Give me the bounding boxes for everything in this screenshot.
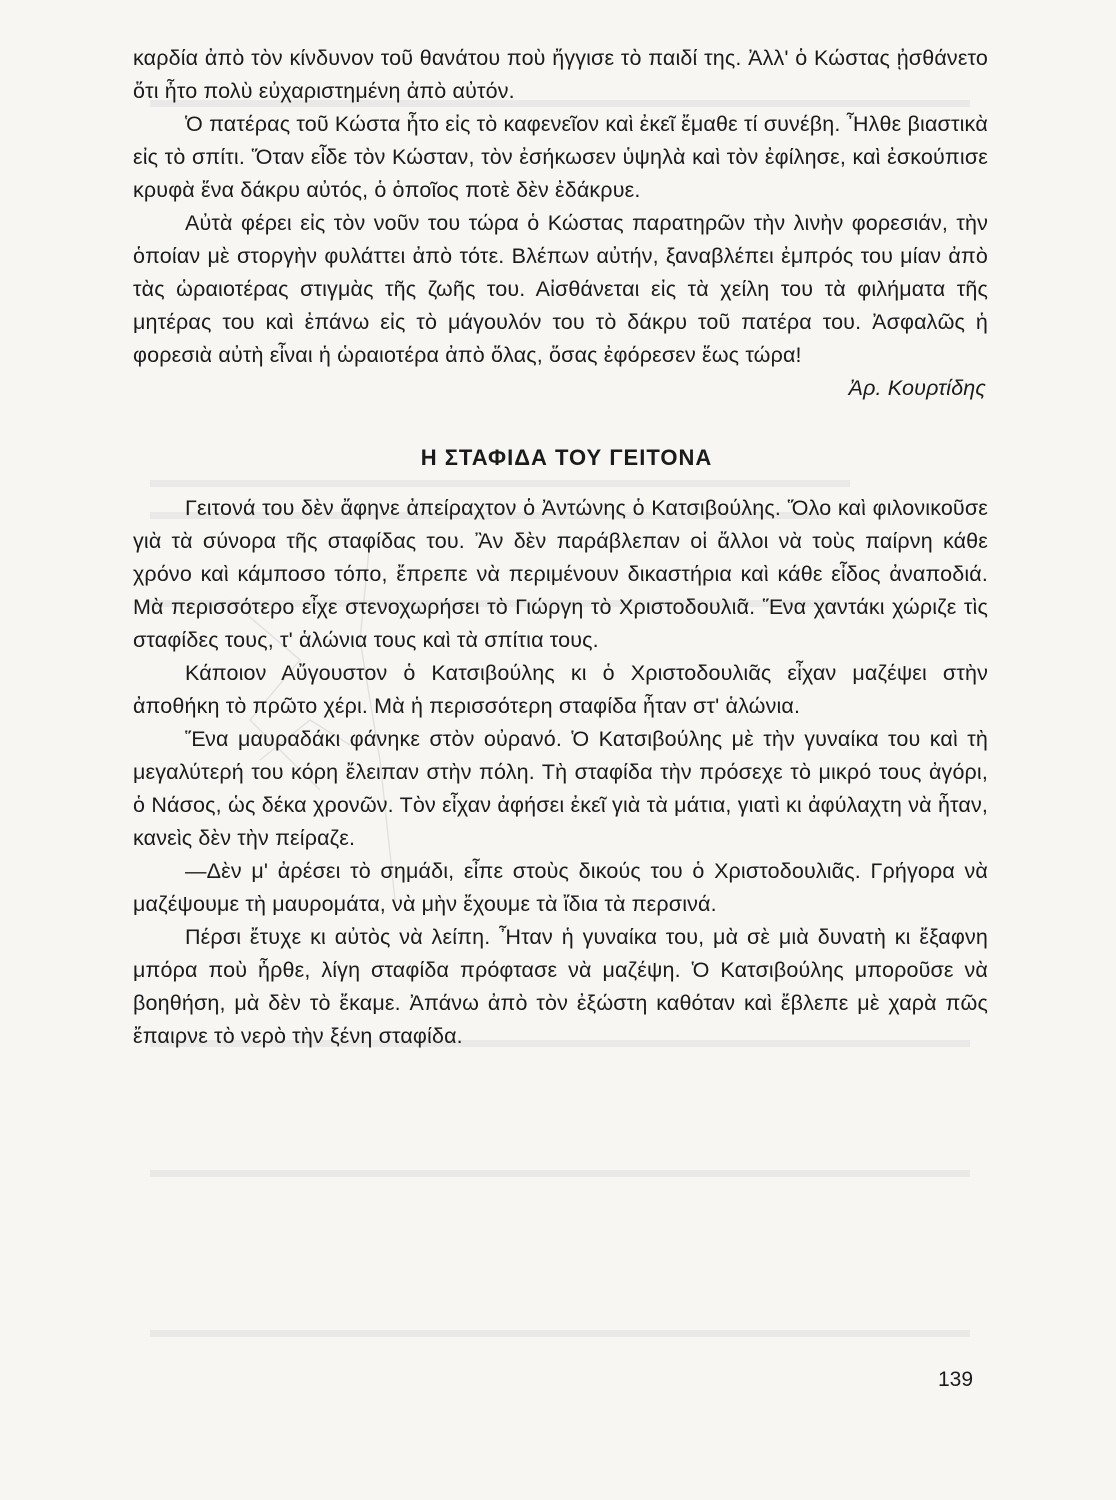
paragraph: Ὁ πατέρας τοῦ Κώστα ἦτο εἰς τὸ καφενεῖον καὶ ἐκεῖ ἔμαθε τί συνέβη. Ἦλθε βιαστικὰ εἰς τὸ σπίτι. Ὅταν εἶδε τὸν Κώσταν, τὸν ἐσήκωσεν ὑψηλὰ καὶ τὸν ἐφίλησε, καὶ ἐσκούπισε κρυφὰ ἕνα δάκρυ αὐτός, ὁ ὁποῖος ποτὲ δὲν ἐδάκρυε. xyxy=(133,112,988,202)
paragraph: Πέρσι ἔτυχε κι αὐτὸς νὰ λείπη. Ἦταν ἡ γυναίκα του, μὰ σὲ μιὰ δυνατὴ κι ἔξαφνη μπόρα ποὺ ἦρθε, λίγη σταφίδα πρόφτασε νὰ μαζέψη. Ὁ Κατσιβούλης μποροῦσε νὰ βοηθήση, μὰ δὲν τὸ ἔκαμε. Ἀπάνω ἀπὸ τὸν ἐξώστη καθόταν καὶ ἔβλεπε μὲ χαρὰ πῶς ἔπαιρνε τὸ νερὸ τὴν ξένη σταφίδα. xyxy=(133,925,988,1048)
paragraph: Γειτονά του δὲν ἄφηνε ἀπείραχτον ὁ Ἀντώνης ὁ Κατσιβούλης. Ὅλο καὶ φιλονικοῦσε γιὰ τὰ σύνορα τῆς σταφίδας του. Ἂν δὲν παράβλεπαν οἱ ἄλλοι νὰ τοὺς παίρνη κάθε χρόνο καὶ κάμποσο τόπο, ἔπρεπε νὰ περιμένουν δικαστήρια καὶ κάθε εἶδος ἀναποδιά. Μὰ περισσότερο εἶχε στενοχωρήσει τὸ Γιώργη τὸ Χριστοδουλιᾶ. Ἕνα χαντάκι χώριζε τὶς σταφίδες τους, τ' ἁλώνια τους καὶ τὰ σπίτια τους. xyxy=(133,496,988,652)
paragraph: Αὐτὰ φέρει εἰς τὸν νοῦν του τώρα ὁ Κώστας παρατηρῶν τὴν λινὴν φορεσιάν, τὴν ὁποίαν μὲ στοργὴν φυλάττει ἀπὸ τότε. Βλέπων αὐτήν, ξαναβλέπει ἐμπρός του μίαν ἀπὸ τὰς ὡραιοτέρας στιγμὰς τῆς ζωῆς του. Αἰσθάνεται εἰς τὰ χείλη του τὰ φιλήματα τῆς μητέρας του καὶ ἐπάνω εἰς τὸ μάγουλόν του τὸ δάκρυ τοῦ πατέρα του. Ἀσφαλῶς ἡ φορεσιὰ αὐτὴ εἶναι ἡ ὡραιοτέρα ἀπὸ ὅλας, ὅσας ἐφόρεσεν ἕως τώρα! xyxy=(133,211,988,367)
page-number: 139 xyxy=(938,1368,974,1391)
dialogue-paragraph: —Δὲν μ' ἀρέσει τὸ σημάδι, εἶπε στοὺς δικούς του ὁ Χριστοδουλιᾶς. Γρήγορα νὰ μαζέψουμε τὴ μαυρομάτα, νὰ μὴν ἔχουμε τὰ ἴδια τὰ περσινά. xyxy=(133,859,988,916)
story-title: Η ΣΤΑΦΙΔΑ ΤΟΥ ΓΕΙΤΟΝΑ xyxy=(420,445,713,470)
paragraph: καρδία ἀπὸ τὸν κίνδυνον τοῦ θανάτου ποὺ ἤγγισε τὸ παιδί της. Ἀλλ' ὁ Κώστας ᾐσθάνετο ὅτι ἦτο πολὺ εὐχαριστημένη ἀπὸ αὐτόν. xyxy=(133,46,988,103)
text-column xyxy=(133,42,988,1053)
author-signature: Ἀρ. Κουρτίδης xyxy=(848,376,986,400)
paragraph: Ἕνα μαυραδάκι φάνηκε στὸν οὐρανό. Ὁ Κατσιβούλης μὲ τὴν γυναίκα του καὶ τὴ μεγαλύτερή του κόρη ἔλειπαν στὴν πόλη. Τὴ σταφίδα τὴν πρόσεχε τὸ μικρό τους ἀγόρι, ὁ Νάσος, ὡς δέκα χρονῶν. Τὸν εἶχαν ἀφήσει ἐκεῖ γιὰ τὰ μάτια, γιατὶ κι ἀφύλαχτη νὰ ἦταν, κανεὶς δὲν τὴν πείραζε. xyxy=(133,727,988,850)
paragraph: Κάποιον Αὔγουστον ὁ Κατσιβούλης κι ὁ Χριστοδουλιᾶς εἶχαν μαζέψει στὴν ἀποθήκη τὸ πρῶτο χέρι. Μὰ ἡ περισσότερη σταφίδα ἦταν στ' ἁλώνια. xyxy=(133,661,988,718)
